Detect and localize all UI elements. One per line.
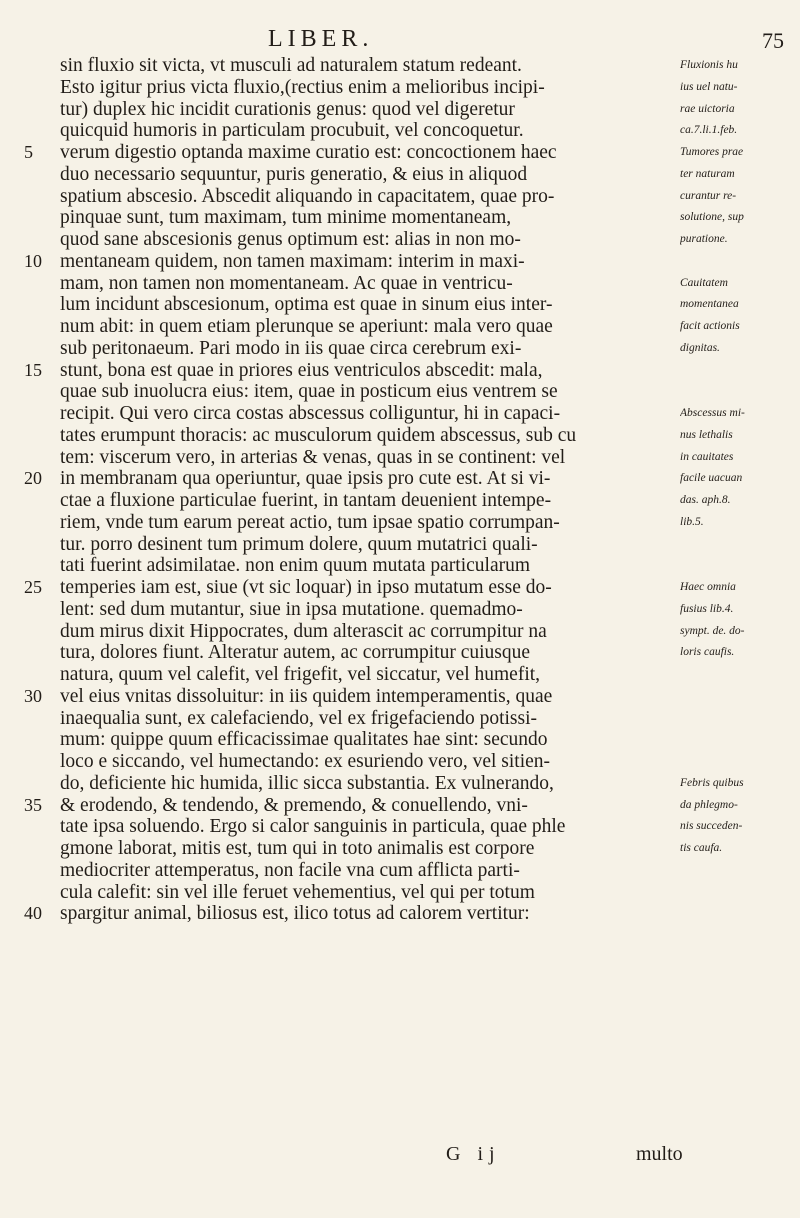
line-number: 20 — [24, 468, 42, 489]
line-text: lent: sed dum mutantur, siue in ipsa mutatione. quemadmo- — [60, 598, 523, 620]
line-text: tur. porro desinent tum primum dolere, quum mutatrici quali- — [60, 533, 538, 555]
text-line — [0, 77, 800, 99]
text-line — [0, 294, 800, 316]
text-line — [0, 816, 800, 838]
marginal-note: ius uel natu- — [680, 80, 738, 93]
text-line — [0, 555, 800, 577]
line-text: mentaneam quidem, non tamen maximam: interim in maxi- — [60, 250, 525, 272]
signature-mark: G ij — [446, 1143, 501, 1165]
marginal-note: puratione. — [680, 233, 728, 245]
line-text: spargitur animal, biliosus est, ilico totus ad calorem vertitur: — [60, 903, 530, 925]
text-line — [0, 751, 800, 773]
line-text: lum incidunt abscesionum, optima est quae in sinum eius inter- — [60, 294, 553, 316]
text-line — [0, 381, 800, 403]
line-text: mam, non tamen non momentaneam. Ac quae in ventricu- — [60, 272, 513, 294]
text-line — [0, 903, 800, 925]
marginal-note: momentanea — [680, 298, 739, 311]
line-text: duo necessario sequuntur, puris generatio, & eius in aliquod — [60, 163, 528, 185]
line-text: ctae a fluxione particulae fuerint, in tantam deuenient intempe- — [60, 490, 552, 511]
line-text: dum mirus dixit Hippocrates, dum alterascit ac corrumpitur na — [60, 620, 547, 642]
line-text: natura, quum vel calefit, vel frigefit, vel siccatur, vel humefit, — [60, 664, 541, 685]
text-line — [0, 55, 800, 77]
marginal-note: tis caufa. — [680, 842, 723, 854]
line-text: tate ipsa soluendo. Ergo si calor sanguinis in particula, quae phle — [60, 816, 566, 838]
marginal-note: facit actionis — [680, 320, 740, 332]
marginal-note: da phlegmo- — [680, 798, 738, 811]
marginal-note: in cauitates — [680, 450, 734, 463]
line-text: tur) duplex hic incidit curationis genus: quod vel digeretur — [60, 98, 515, 120]
line-text: sin fluxio sit victa, vt musculi ad naturalem statum redeant. — [60, 55, 522, 76]
line-text: quicquid humoris in particulam procubuit, vel concoquetur. — [60, 120, 524, 142]
text-line — [0, 534, 800, 556]
text-line — [0, 207, 800, 229]
text-line — [0, 686, 800, 708]
catchword: multo — [636, 1143, 683, 1165]
page-header — [0, 26, 800, 52]
line-text: tem: viscerum vero, in arterias & venas, quas in se continent: vel — [60, 446, 566, 468]
marginal-note: rae uictoria — [680, 102, 735, 115]
text-line — [0, 447, 800, 469]
line-number: 15 — [24, 359, 42, 380]
text-line — [0, 664, 800, 686]
text-line — [0, 99, 800, 121]
line-text: Esto igitur prius victa fluxio,(rectius enim a melioribus incipi- — [60, 76, 545, 98]
line-number: 5 — [24, 142, 33, 162]
line-text: gmone laborat, mitis est, tum qui in toto animalis est corpore — [60, 838, 535, 859]
text-line — [0, 360, 800, 382]
line-number: 40 — [24, 903, 42, 924]
line-text: loco e siccando, vel humectando: ex esuriendo vero, vel sitien- — [60, 751, 551, 772]
marginal-note: facile uacuan — [680, 472, 743, 485]
line-text: mediocriter attemperatus, non facile vna cum afflicta parti- — [60, 859, 520, 881]
line-number: 10 — [24, 250, 42, 271]
line-text: stunt, bona est quae in priores eius ventriculos abscedit: mala, — [60, 359, 543, 381]
marginal-note: Febris quibus — [680, 776, 744, 789]
line-text: pinquae sunt, tum maximam, tum minime momentaneam, — [60, 207, 512, 229]
text-line — [0, 490, 800, 512]
line-text: cula calefit: sin vel ille feruet vehementius, vel qui per totum — [60, 881, 535, 903]
text-line — [0, 425, 800, 447]
text-line — [0, 882, 800, 904]
text-line — [0, 838, 800, 860]
marginal-note: Cauitatem — [680, 276, 728, 289]
text-line — [0, 621, 800, 643]
marginal-note: ca.7.li.1.feb. — [680, 124, 738, 137]
text-line — [0, 316, 800, 338]
line-text: verum digestio optanda maxime curatio est: concoctionem haec — [60, 142, 557, 163]
text-line — [0, 142, 800, 164]
line-text: quae sub inuolucra eius: item, quae in posticum eius ventrem se — [60, 381, 558, 403]
text-line — [0, 186, 800, 208]
line-text: do, deficiente hic humida, illic sicca substantia. Ex vulnerando, — [60, 772, 554, 794]
text-line — [0, 729, 800, 751]
text-line — [0, 577, 800, 599]
marginal-note: Fluxionis hu — [680, 59, 738, 71]
text-line — [0, 773, 800, 795]
line-text: tura, dolores fiunt. Alteratur autem, ac corrumpitur cuiusque — [60, 642, 531, 664]
text-line — [0, 164, 800, 186]
line-text: tati fuerint adsimilatae. non enim quum mutata particularum — [60, 555, 531, 577]
line-text: vel eius vnitas dissoluitur: in iis quidem intemperamentis, quae — [60, 685, 553, 707]
text-line — [0, 403, 800, 425]
marginal-note: Haec omnia — [680, 581, 736, 593]
marginal-note: solutione, sup — [680, 211, 744, 224]
marginal-note: Abscessus mi- — [680, 407, 745, 419]
line-text: recipit. Qui vero circa costas abscessus colliguntur, hi in capaci- — [60, 403, 561, 424]
text-line — [0, 251, 800, 273]
marginal-note: curantur re- — [680, 189, 737, 202]
marginal-note: sympt. de. do- — [680, 624, 745, 637]
line-text: temperies iam est, siue (vt sic loquar) in ipso mutatum esse do- — [60, 577, 552, 598]
running-title: LIBER. — [268, 26, 374, 52]
line-number: 30 — [24, 685, 42, 706]
text-line — [0, 229, 800, 251]
marginal-note: nus lethalis — [680, 428, 733, 441]
line-text: mum: quippe quum efficacissimae qualitates hae sint: secundo — [60, 729, 548, 751]
line-text: num abit: in quem etiam plerunque se aperiunt: mala vero quae — [60, 316, 553, 337]
line-number: 35 — [24, 794, 42, 815]
text-line — [0, 599, 800, 621]
text-line — [0, 338, 800, 360]
text-body — [0, 55, 800, 925]
text-line — [0, 468, 800, 490]
line-number: 25 — [24, 577, 42, 597]
line-text: inaequalia sunt, ex calefaciendo, vel ex frigefaciendo potissi- — [60, 707, 538, 729]
line-text: tates erumpunt thoracis: ac musculorum quidem abscessus, sub cu — [60, 424, 577, 446]
text-line — [0, 708, 800, 730]
marginal-note: loris caufis. — [680, 646, 735, 659]
line-text: quod sane abscesionis genus optimum est: alias in non mo- — [60, 229, 521, 250]
text-line — [0, 120, 800, 142]
marginal-note: dignitas. — [680, 341, 720, 354]
text-line — [0, 795, 800, 817]
line-text: sub peritonaeum. Pari modo in iis quae circa cerebrum exi- — [60, 337, 522, 359]
marginal-note: ter naturam — [680, 167, 735, 180]
line-text: spatium abscesio. Abscedit aliquando in capacitatem, quae pro- — [60, 185, 555, 207]
page-number: 75 — [762, 28, 784, 53]
marginal-note: lib.5. — [680, 515, 704, 528]
page-footer — [0, 1143, 800, 1165]
text-line — [0, 860, 800, 882]
text-line — [0, 273, 800, 295]
marginal-note: nis succeden- — [680, 820, 743, 833]
line-text: & erodendo, & tendendo, & premendo, & conuellendo, vni- — [60, 794, 528, 816]
marginal-note: das. aph.8. — [680, 494, 731, 506]
text-line — [0, 512, 800, 534]
marginal-note: fusius lib.4. — [680, 602, 734, 615]
text-line — [0, 642, 800, 664]
marginal-note: Tumores prae — [680, 146, 744, 158]
line-text: in membranam qua operiuntur, quae ipsis pro cute est. At si vi- — [60, 468, 551, 490]
line-text: riem, vnde tum earum pereat actio, tum ipsae spatio corrumpan- — [60, 511, 560, 533]
